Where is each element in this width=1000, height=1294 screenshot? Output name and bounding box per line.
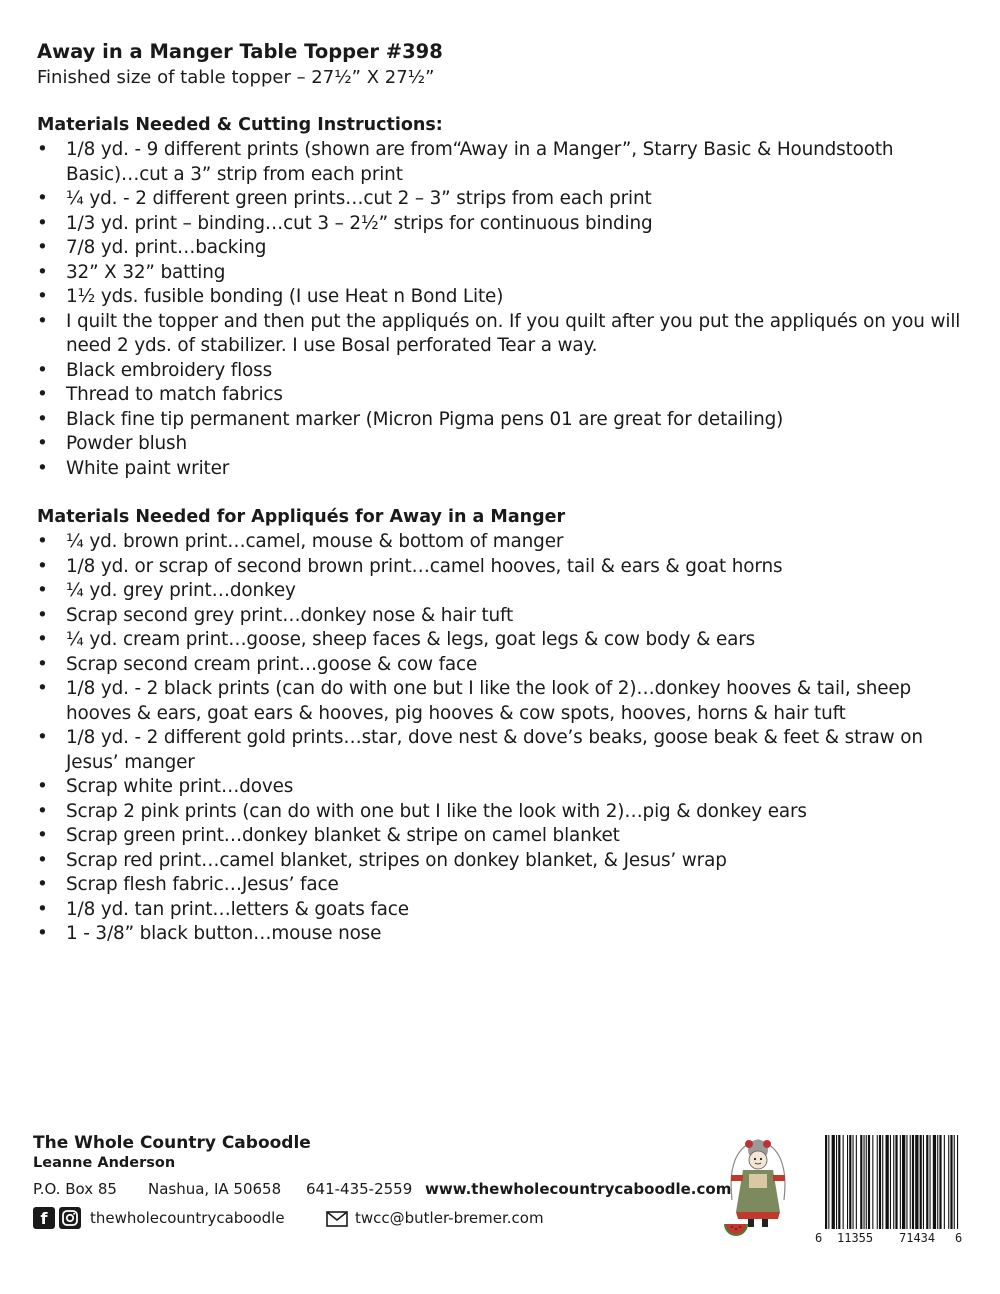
barcode-bar — [893, 1135, 894, 1229]
footer-po-box: P.O. Box 85 — [33, 1180, 117, 1198]
list-item: • 7/8 yd. print…backing — [37, 236, 967, 261]
list-item: • I quilt the topper and then put the appliqués on. If you quilt after you put the appliqués on you will need 2 yds. of stabilizer. I use Bosal perforated Tear a way. — [37, 310, 967, 359]
barcode-bar — [926, 1135, 928, 1229]
social-handle[interactable]: thewholecountrycaboodle — [90, 1209, 285, 1227]
barcode-bar — [933, 1135, 936, 1229]
barcode-bar — [828, 1135, 829, 1229]
barcode-bar — [900, 1135, 901, 1229]
list-item: • 1/8 yd. - 2 different gold prints…star, dove nest & dove’s beaks, goose beak & feet & straw on Jesus’ manger — [37, 726, 967, 775]
barcode-bar — [954, 1135, 955, 1229]
barcode-bar — [838, 1135, 840, 1229]
barcode-bar — [847, 1135, 848, 1229]
barcode-lead-digit: 6 — [815, 1231, 823, 1245]
footer-name: Leanne Anderson — [33, 1155, 176, 1171]
barcode-bar — [866, 1135, 867, 1229]
list-item: • Scrap flesh fabric…Jesus’ face — [37, 873, 967, 898]
list-item: • Black embroidery floss — [37, 359, 967, 384]
barcode-bar — [950, 1135, 952, 1229]
list-item: • 32” X 32” batting — [37, 261, 967, 286]
barcode-bar — [882, 1135, 883, 1229]
barcode-bar — [944, 1135, 945, 1229]
list-item: • 1/8 yd. tan print…letters & goats face — [37, 898, 967, 923]
list-item: • Scrap green print…donkey blanket & stripe on camel blanket — [37, 824, 967, 849]
page-subtitle: Finished size of table topper – 27½” X 27½” — [37, 67, 435, 88]
barcode-bar — [915, 1135, 918, 1229]
barcode-bar — [939, 1135, 941, 1229]
list-item: • 1 - 3/8” black button…mouse nose — [37, 922, 967, 947]
section1-heading: Materials Needed & Cutting Instructions: — [37, 115, 443, 135]
barcode-bar — [957, 1135, 958, 1229]
barcode-bar — [886, 1135, 889, 1229]
barcode-check-digit: 6 — [955, 1231, 963, 1245]
barcode-bar — [856, 1135, 857, 1229]
list-item: • ¼ yd. grey print…donkey — [37, 579, 967, 604]
list-item: • White paint writer — [37, 457, 967, 482]
barcode-group1: 11355 — [837, 1231, 874, 1245]
list-item: • Scrap 2 pink prints (can do with one but I like the look with 2)…pig & donkey ears — [37, 800, 967, 825]
barcode-bar — [877, 1135, 878, 1229]
barcode-bar — [920, 1135, 922, 1229]
instagram-icon[interactable] — [59, 1207, 81, 1233]
barcode — [815, 1135, 965, 1245]
footer-company: The Whole Country Caboodle — [33, 1133, 311, 1153]
list-item: • ¼ yd. - 2 different green prints…cut 2 – 3” strips from each print — [37, 187, 967, 212]
barcode-bar — [825, 1135, 827, 1229]
list-item: • 1½ yds. fusible bonding (I use Heat n Bond Lite) — [37, 285, 967, 310]
list-item: • 1/8 yd. - 2 black prints (can do with one but I like the look of 2)…donkey hooves & tail, sheep hooves & ears, goat ears & hooves, pig hooves & cow spots, hooves, horns & hair tuft — [37, 677, 967, 726]
barcode-bar — [930, 1135, 931, 1229]
list-item: • 1/3 yd. print – binding…cut 3 – 2½” strips for continuous binding — [37, 212, 967, 237]
list-item: • Thread to match fabrics — [37, 383, 967, 408]
barcode-bar — [902, 1135, 905, 1229]
barcode-bar — [860, 1135, 862, 1229]
section2-heading: Materials Needed for Appliqués for Away in a Manger — [37, 507, 566, 527]
barcode-bar — [836, 1135, 837, 1229]
facebook-icon[interactable]: f — [33, 1207, 55, 1229]
list-item: • Scrap red print…camel blanket, stripes on donkey blanket, & Jesus’ wrap — [37, 849, 967, 874]
list-item: • Powder blush — [37, 432, 967, 457]
barcode-bar — [868, 1135, 870, 1229]
section1-list — [37, 138, 967, 481]
footer-email[interactable]: twcc@butler-bremer.com — [355, 1209, 544, 1227]
barcode-bar — [906, 1135, 907, 1229]
barcode-bar — [843, 1135, 844, 1229]
list-item: • Scrap second cream print…goose & cow face — [37, 653, 967, 678]
list-item: • ¼ yd. brown print…camel, mouse & bottom of manger — [37, 530, 967, 555]
barcode-bars — [815, 1135, 965, 1229]
footer-website[interactable]: www.thewholecountrycaboodle.com — [425, 1180, 732, 1198]
page-title: Away in a Manger Table Topper #398 — [37, 40, 443, 63]
barcode-bar — [895, 1135, 897, 1229]
list-item: • ¼ yd. cream print…goose, sheep faces & legs, goat legs & cow body & ears — [37, 628, 967, 653]
section2-list — [37, 530, 967, 947]
barcode-bar — [890, 1135, 891, 1229]
list-item: • 1/8 yd. or scrap of second brown print…camel hooves, tail & ears & goat horns — [37, 555, 967, 580]
footer-phone: 641-435-2559 — [306, 1180, 413, 1198]
barcode-bar — [832, 1135, 835, 1229]
barcode-bar — [853, 1135, 854, 1229]
barcode-bar — [864, 1135, 865, 1229]
barcode-bar — [849, 1135, 851, 1229]
list-item: • Scrap white print…doves — [37, 775, 967, 800]
list-item: • Black fine tip permanent marker (Micron Pigma pens 01 are great for detailing) — [37, 408, 967, 433]
barcode-bar — [937, 1135, 938, 1229]
envelope-icon — [326, 1211, 348, 1231]
list-item: • 1/8 yd. - 9 different prints (shown are from“Away in a Manger”, Starry Basic & Houndstooth Basic)…cut a 3” strip from each print — [37, 138, 967, 187]
barcode-bar — [879, 1135, 881, 1229]
barcode-bar — [910, 1135, 911, 1229]
barcode-bar — [912, 1135, 914, 1229]
footer-city: Nashua, IA 50658 — [148, 1180, 282, 1198]
barcode-bar — [923, 1135, 924, 1229]
barcode-bar — [872, 1135, 873, 1229]
barcode-group2: 71434 — [899, 1231, 936, 1245]
social-icons — [33, 1207, 81, 1233]
list-item: • Scrap second grey print…donkey nose & hair tuft — [37, 604, 967, 629]
doll-logo-icon — [718, 1130, 798, 1244]
barcode-bar — [948, 1135, 949, 1229]
